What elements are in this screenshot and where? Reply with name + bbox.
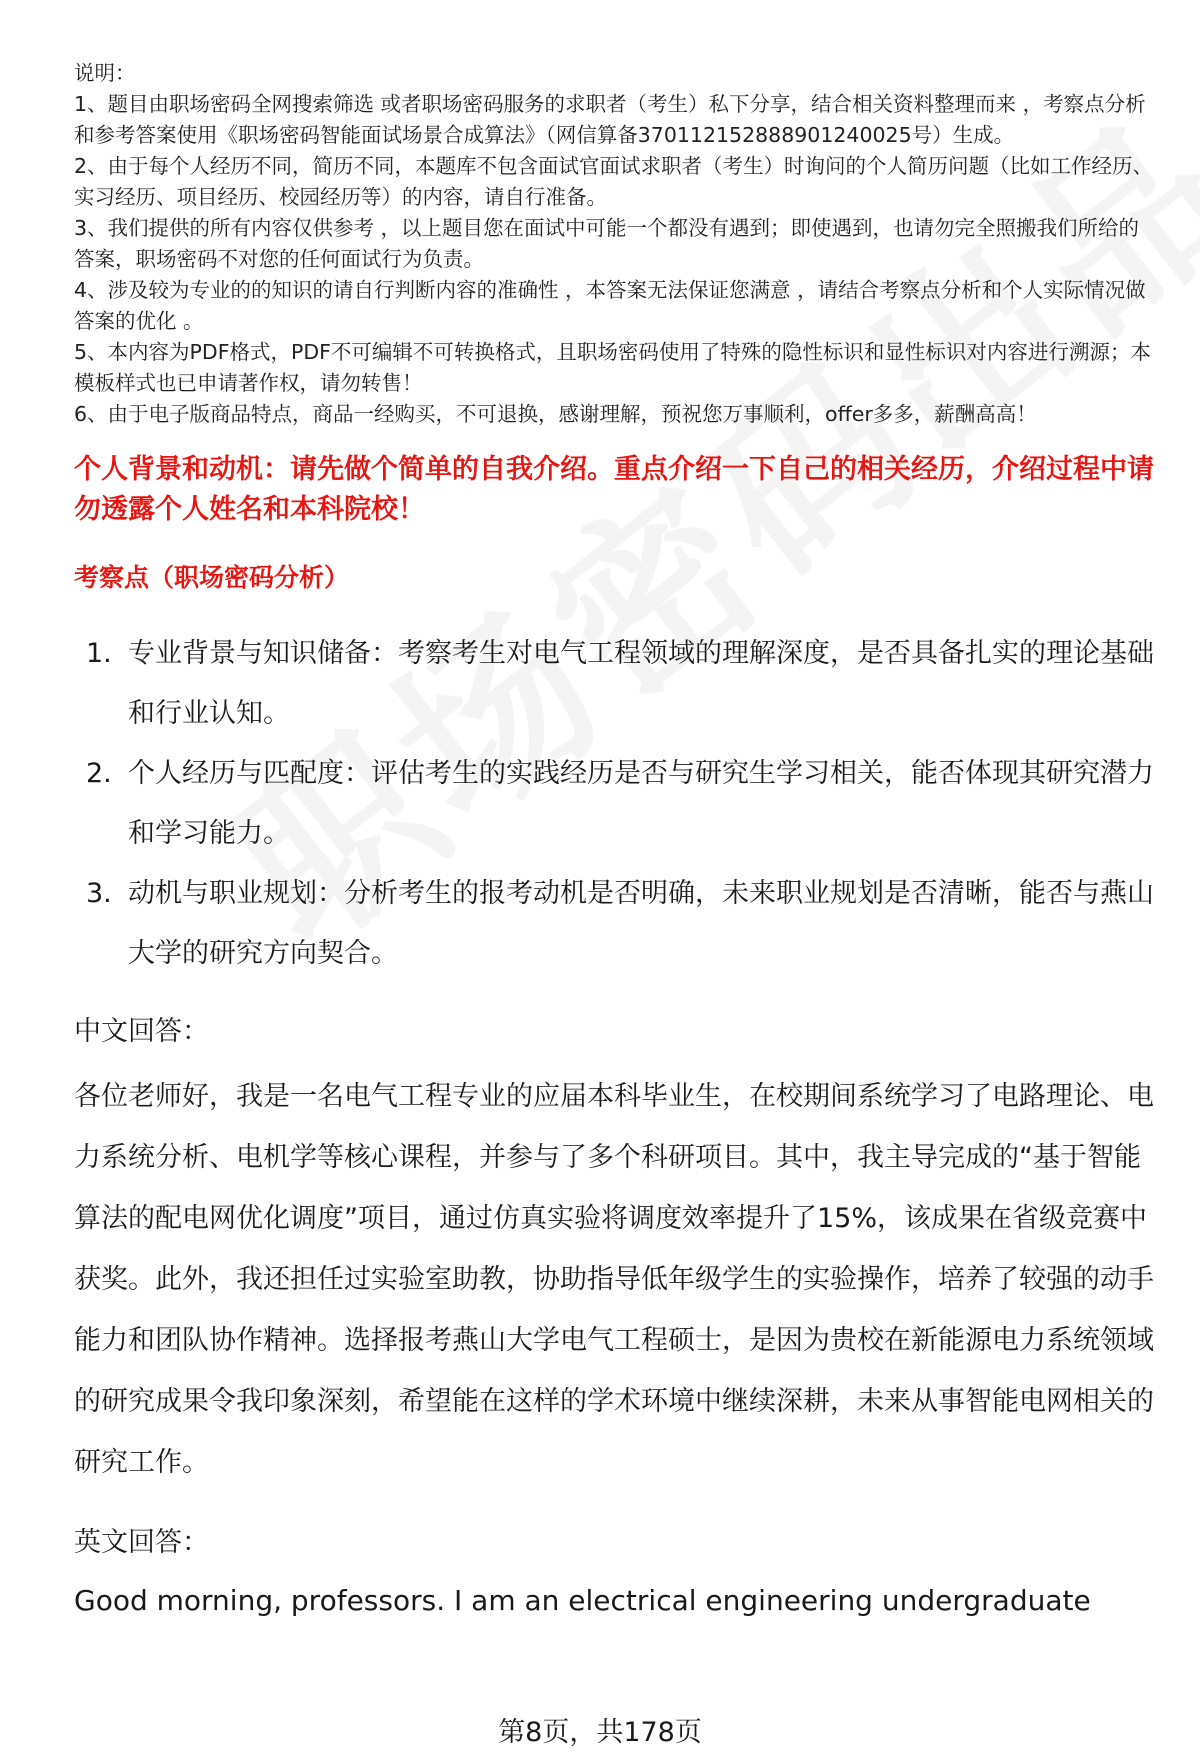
notes-section [74, 58, 1154, 430]
note-item: 3、我们提供的所有内容仅供参考 ，以上题目您在面试中可能一个都没有遇到；即使遇到，也请勿完全照搬我们所给的答案，职场密码不对您的任何面试行为负责。 [74, 216, 1140, 271]
chinese-answer-label: 中文回答： [74, 1016, 209, 1047]
english-answer-label: 英文回答： [74, 1527, 209, 1558]
analysis-point [74, 624, 1154, 744]
chinese-answer-text: 各位老师好，我是一名电气工程专业的应届本科毕业生，在校期间系统学习了电路理论、电力系统分析、电机学等核心课程，并参与了多个科研项目。其中，我主导完成的“基于智能算法的配电网优化调度”项目，通过仿真实验将调度效率提升了15%，该成果在省级竞赛中获奖。此外，我还担任过实验室助教，协助指导低年级学生的实验操作，培养了较强的动手能力和团队协作精神。选择报考燕山大学电气工程硕士，是因为贵校在新能源电力系统领域的研究成果令我印象深刻，希望能在这样的学术环境中继续深耕，未来从事智能电网相关的研究工作。 [74, 1081, 1154, 1478]
page-content [74, 58, 1154, 1621]
english-answer-text: Good morning, professors. I am an electrical engineering undergraduate [74, 1584, 1091, 1617]
point-text: 动机与职业规划：分析考生的报考动机是否明确，未来职业规划是否清晰，能否与燕山大学的研究方向契合。 [128, 878, 1154, 969]
analysis-point [74, 864, 1154, 984]
note-item: 1、题目由职场密码全网搜索筛选 或者职场密码服务的求职者（考生）私下分享，结合相关资料整理而来 ，考察点分析和参考答案使用《职场密码智能面试场景合成算法》（网信算备370112152888901240025号）生成。 [74, 92, 1146, 147]
note-item: 4、涉及较为专业的的知识的请自行判断内容的准确性 ，本答案无法保证您满意 ，请结合考察点分析和个人实际情况做答案的优化 。 [74, 278, 1146, 333]
point-text: 个人经历与匹配度：评估考生的实践经历是否与研究生学习相关，能否体现其研究潜力和学习能力。 [128, 758, 1154, 849]
analysis-point [74, 744, 1154, 864]
note-item: 5、本内容为PDF格式，PDF不可编辑不可转换格式，且职场密码使用了特殊的隐性标识和显性标识对内容进行溯源；本模板样式也已申请著作权，请勿转售！ [74, 340, 1151, 395]
page-footer: 第8页，共178页 [498, 1717, 702, 1748]
note-item: 6、由于电子版商品特点，商品一经购买，不可退换，感谢理解，预祝您万事顺利，offer多多，薪酬高高！ [74, 402, 1037, 426]
note-item: 2、由于每个人经历不同，简历不同，本题库不包含面试官面试求职者（考生）时询问的个人简历问题（比如工作经历、实习经历、项目经历、校园经历等）的内容，请自行准备。 [74, 154, 1154, 209]
notes-title: 说明： [74, 61, 136, 85]
point-number: 3. [86, 878, 112, 909]
point-number: 1. [86, 638, 112, 669]
point-number: 2. [86, 758, 112, 789]
point-text: 专业背景与知识储备：考察考生对电气工程领域的理解深度，是否具备扎实的理论基础和行业认知。 [128, 638, 1154, 729]
analysis-title: 考察点（职场密码分析） [74, 563, 350, 592]
analysis-points-list [74, 624, 1154, 984]
question-title: 个人背景和动机：请先做个简单的自我介绍。重点介绍一下自己的相关经历，介绍过程中请勿透露个人姓名和本科院校！ [74, 454, 1154, 525]
